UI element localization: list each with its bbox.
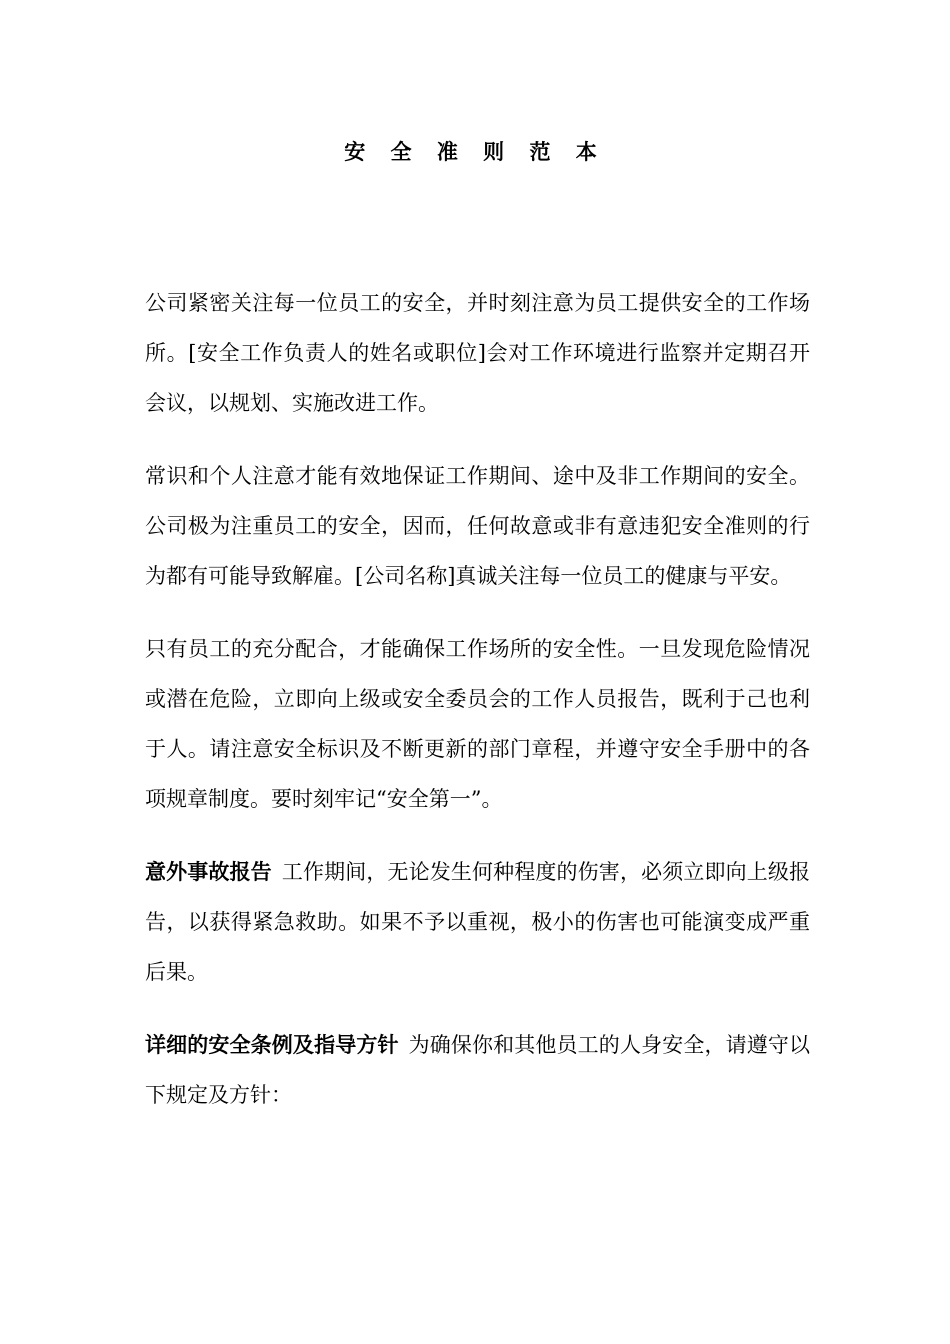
document-body xyxy=(145,278,810,1143)
paragraph-cooperation xyxy=(145,624,810,824)
paragraph-intro xyxy=(145,278,810,428)
paragraph-accident-report xyxy=(145,847,810,997)
paragraph-common-sense xyxy=(145,451,810,601)
paragraph-text: 常识和个人注意才能有效地保证工作期间、途中及非工作期间的安全。公司极为注重员工的安全，因而，任何故意或非有意违犯安全准则的行为都有可能导致解雇。[公司名称]真诚关注每一位员工的健康与平安。 xyxy=(145,464,810,588)
paragraph-text: 只有员工的充分配合，才能确保工作场所的安全性。一旦发现危险情况或潜在危险，立即向上级或安全委员会的工作人员报告，既利于己也利于人。请注意安全标识及不断更新的部门章程，并遵守安全手册中的各项规章制度。要时刻牢记“安全第一”。 xyxy=(145,637,810,811)
paragraph-text: 工作期间，无论发生何种程度的伤害，必须立即向上级报告，以获得紧急救助。如果不予以重视，极小的伤害也可能演变成严重后果。 xyxy=(145,860,811,984)
paragraph-text: 为确保你和其他员工的人身安全，请遵守以下规定及方针： xyxy=(145,1033,811,1107)
document-title: 安 全 准 则 范 本 xyxy=(344,140,606,164)
paragraph-safety-guidelines xyxy=(145,1020,810,1120)
paragraph-text: 公司紧密关注每一位员工的安全，并时刻注意为员工提供安全的工作场所。[安全工作负责人的姓名或职位]会对工作环境进行监察并定期召开会议，以规划、实施改进工作。 xyxy=(145,291,810,415)
paragraph-heading: 意外事故报告 xyxy=(145,860,272,884)
paragraph-heading: 详细的安全条例及指导方针 xyxy=(145,1033,399,1057)
